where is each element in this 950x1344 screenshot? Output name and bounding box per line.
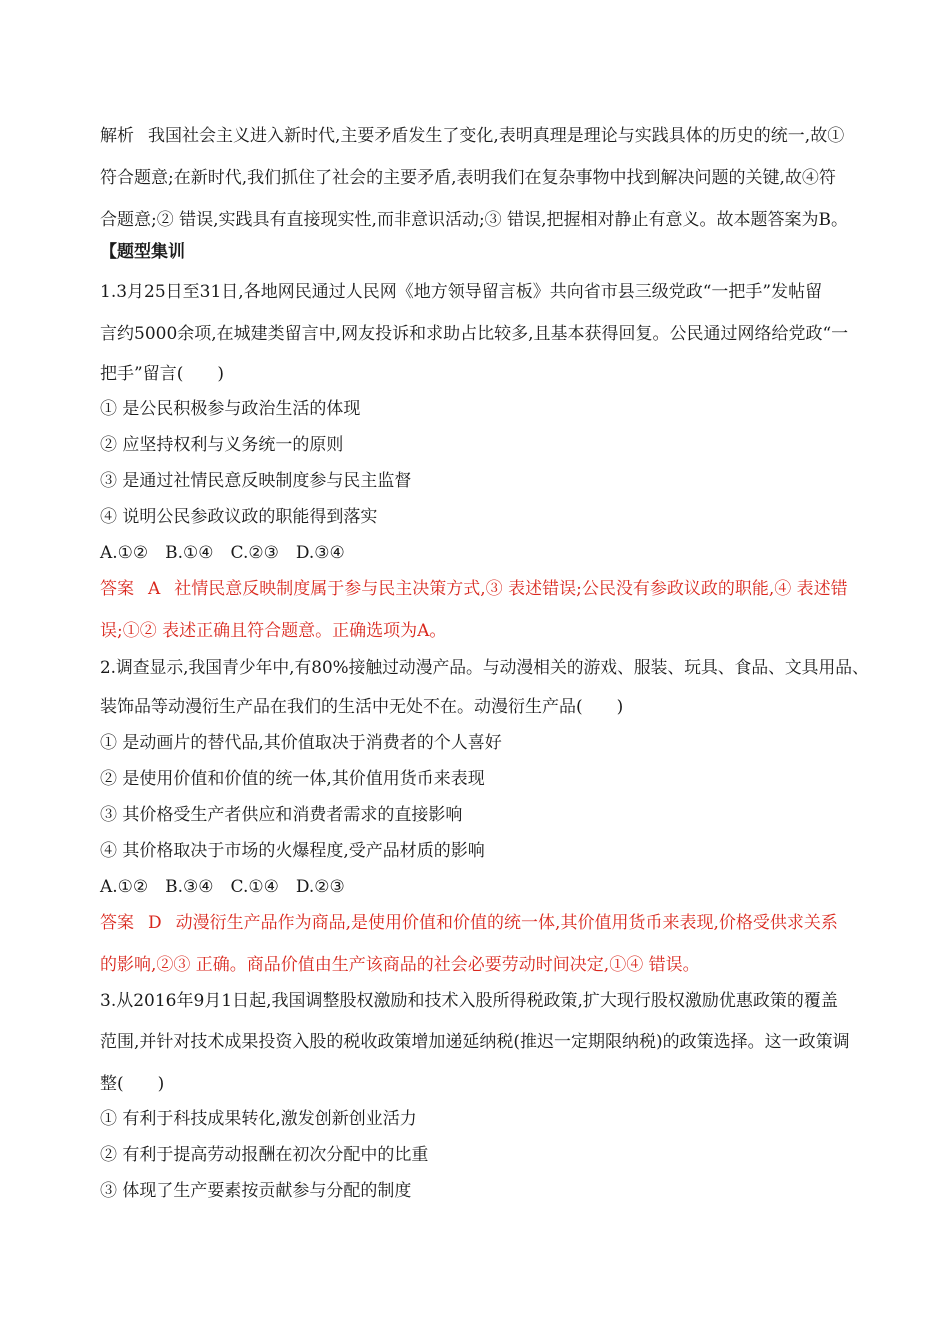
q3-option-2: ② 有利于提高劳动报酬在初次分配中的比重 (100, 1145, 429, 1165)
q2-answer-label: 答案 (100, 913, 134, 933)
q1-answer-key: A (148, 579, 161, 599)
q2-answer-key: D (148, 913, 162, 933)
q3-option-3: ③ 体现了生产要素按贡献参与分配的制度 (100, 1181, 412, 1201)
q1-answer-label: 答案 (100, 579, 134, 599)
analysis-label: 解析 (100, 126, 134, 146)
q1-option-4: ④ 说明公民参政议政的职能得到落实 (100, 507, 378, 527)
q3-stem-line-3: 整( ) (100, 1074, 165, 1094)
q1-option-3: ③ 是通过社情民意反映制度参与民主监督 (100, 471, 412, 491)
q2-answer-line-2: 的影响,②③ 正确。商品价值由生产该商品的社会必要劳动时间决定,①④ 错误。 (100, 955, 700, 975)
analysis-line-1: 解析 我国社会主义进入新时代,主要矛盾发生了变化,表明真理是理论与实践具体的历史的统一,故① (100, 126, 845, 146)
q1-option-2: ② 应坚持权利与义务统一的原则 (100, 435, 344, 455)
q1-stem-line-3: 把手”留言( ) (100, 364, 224, 384)
q2-option-2: ② 是使用价值和价值的统一体,其价值用货币来表现 (100, 769, 485, 789)
analysis-line-2: 符合题意;在新时代,我们抓住了社会的主要矛盾,表明我们在复杂事物中找到解决问题的关键,故④符 (100, 168, 836, 188)
q2-option-4: ④ 其价格取决于市场的火爆程度,受产品材质的影响 (100, 841, 485, 861)
section-title: 【题型集训 (100, 242, 185, 262)
q1-stem-line-1: 1.3月25日至31日,各地网民通过人民网《地方领导留言板》共向省市县三级党政“一把手”发帖留 (100, 282, 823, 302)
q2-stem-line-2: 装饰品等动漫衍生产品在我们的生活中无处不在。动漫衍生产品( ) (100, 697, 624, 717)
q1-stem-line-2: 言约5000余项,在城建类留言中,网友投诉和求助占比较多,且基本获得回复。公民通过网络给党政“一 (100, 324, 849, 344)
q3-option-1: ① 有利于科技成果转化,激发创新创业活力 (100, 1109, 417, 1129)
q1-option-1: ① 是公民积极参与政治生活的体现 (100, 399, 361, 419)
q1-choices: A.①② B.①④ C.②③ D.③④ (100, 543, 345, 563)
q2-choices: A.①② B.③④ C.①④ D.②③ (100, 877, 345, 897)
q2-answer-line-1: 答案 D 动漫衍生产品作为商品,是使用价值和价值的统一体,其价值用货币来表现,价格受供求关系 (100, 913, 838, 933)
q2-option-3: ③ 其价格受生产者供应和消费者需求的直接影响 (100, 805, 463, 825)
analysis-line-3: 合题意;② 错误,实践具有直接现实性,而非意识活动;③ 错误,把握相对静止有意义。故本题答案为B。 (100, 210, 848, 230)
q2-stem-line-1: 2.调查显示,我国青少年中,有80%接触过动漫产品。与动漫相关的游戏、服装、玩具、食品、文具用品、 (100, 657, 869, 677)
q3-stem-line-2: 范围,并针对技术成果投资入股的税收政策增加递延纳税(推迟一定期限纳税)的政策选择。这一政策调 (100, 1032, 850, 1052)
q3-stem-line-1: 3.从2016年9月1日起,我国调整股权激励和技术入股所得税政策,扩大现行股权激励优惠政策的覆盖 (100, 991, 838, 1011)
q2-option-1: ① 是动画片的替代品,其价值取决于消费者的个人喜好 (100, 733, 502, 753)
q1-answer-line-2: 误;①② 表述正确且符合题意。正确选项为A。 (100, 621, 447, 641)
q1-answer-line-1: 答案 A 社情民意反映制度属于参与民主决策方式,③ 表述错误;公民没有参政议政的职能,④ 表述错 (100, 579, 848, 599)
